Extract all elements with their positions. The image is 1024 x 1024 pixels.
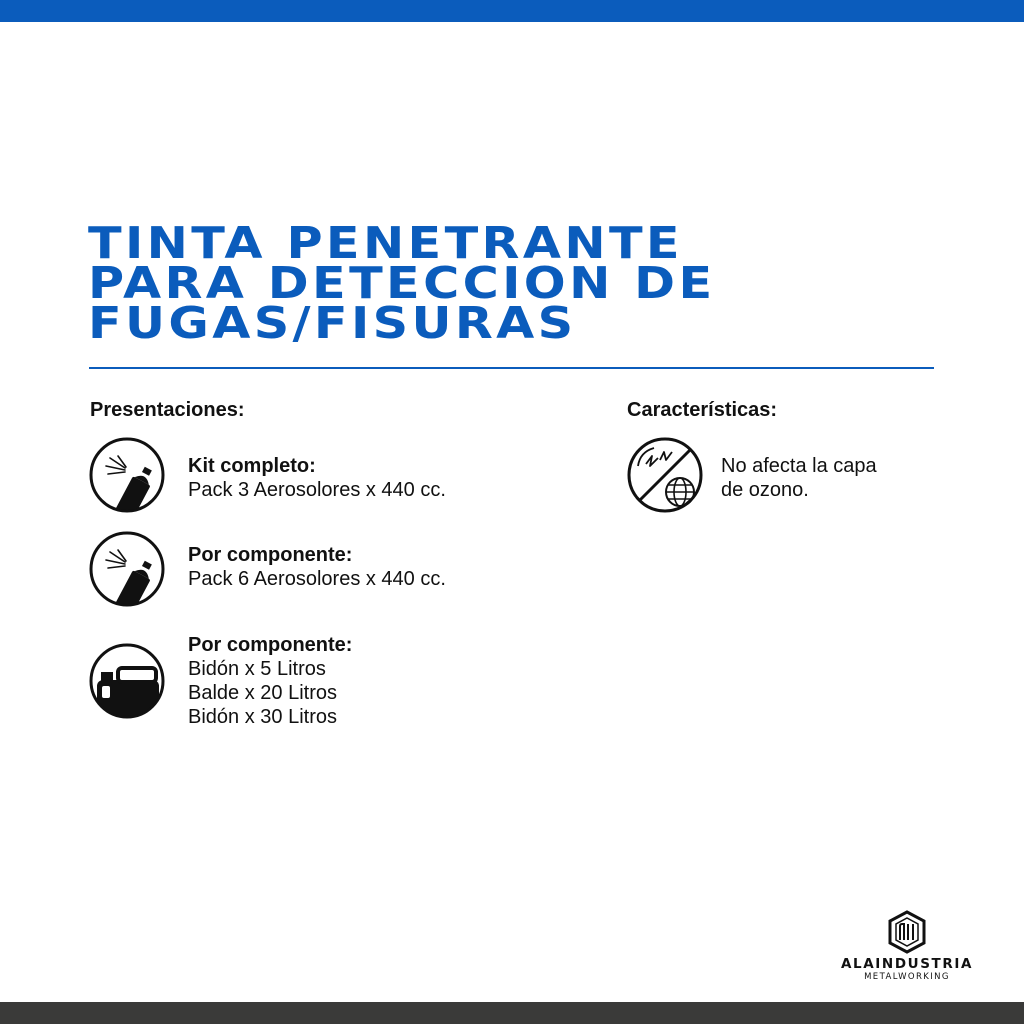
jerrycan-icon bbox=[88, 642, 166, 720]
presentacion-item-pack6 bbox=[188, 543, 446, 591]
brand-logo bbox=[822, 908, 992, 988]
title-line-2: PARA DETECCION DE bbox=[88, 258, 716, 309]
logo-name: ALAINDUSTRIA bbox=[841, 956, 973, 972]
logo-tagline: METALWORKING bbox=[864, 972, 950, 982]
page-title bbox=[88, 218, 1024, 349]
presentacion-item-kit bbox=[188, 454, 446, 502]
alaindustria-logo-icon bbox=[887, 910, 927, 954]
caracteristica-item-ozono bbox=[721, 454, 877, 502]
presentacion-line: Pack 3 Aerosolores x 440 cc. bbox=[188, 479, 446, 501]
presentacion-item-bulk bbox=[188, 633, 352, 729]
aerosol-spray-icon bbox=[88, 436, 166, 514]
caracteristicas-heading: Características: bbox=[627, 399, 778, 421]
title-line-1: TINTA PENETRANTE bbox=[88, 218, 683, 269]
caracteristica-line: de ozono. bbox=[721, 479, 809, 501]
ozone-safe-icon bbox=[626, 436, 704, 514]
bottom-footer-bar bbox=[0, 1002, 1024, 1024]
title-line-3: FUGAS/FISURAS bbox=[88, 298, 577, 349]
presentacion-title: Kit completo: bbox=[188, 455, 316, 477]
top-accent-bar bbox=[0, 0, 1024, 22]
presentaciones-heading: Presentaciones: bbox=[90, 399, 245, 421]
caracteristica-line: No afecta la capa bbox=[721, 455, 877, 477]
presentacion-line: Pack 6 Aerosolores x 440 cc. bbox=[188, 568, 446, 590]
aerosol-spray-icon bbox=[88, 530, 166, 608]
presentacion-line: Balde x 20 Litros bbox=[188, 682, 337, 704]
presentacion-title: Por componente: bbox=[188, 544, 353, 566]
presentacion-line: Bidón x 5 Litros bbox=[188, 658, 326, 680]
presentacion-title: Por componente: bbox=[188, 634, 353, 656]
title-divider bbox=[89, 367, 934, 369]
presentacion-line: Bidón x 30 Litros bbox=[188, 706, 337, 728]
